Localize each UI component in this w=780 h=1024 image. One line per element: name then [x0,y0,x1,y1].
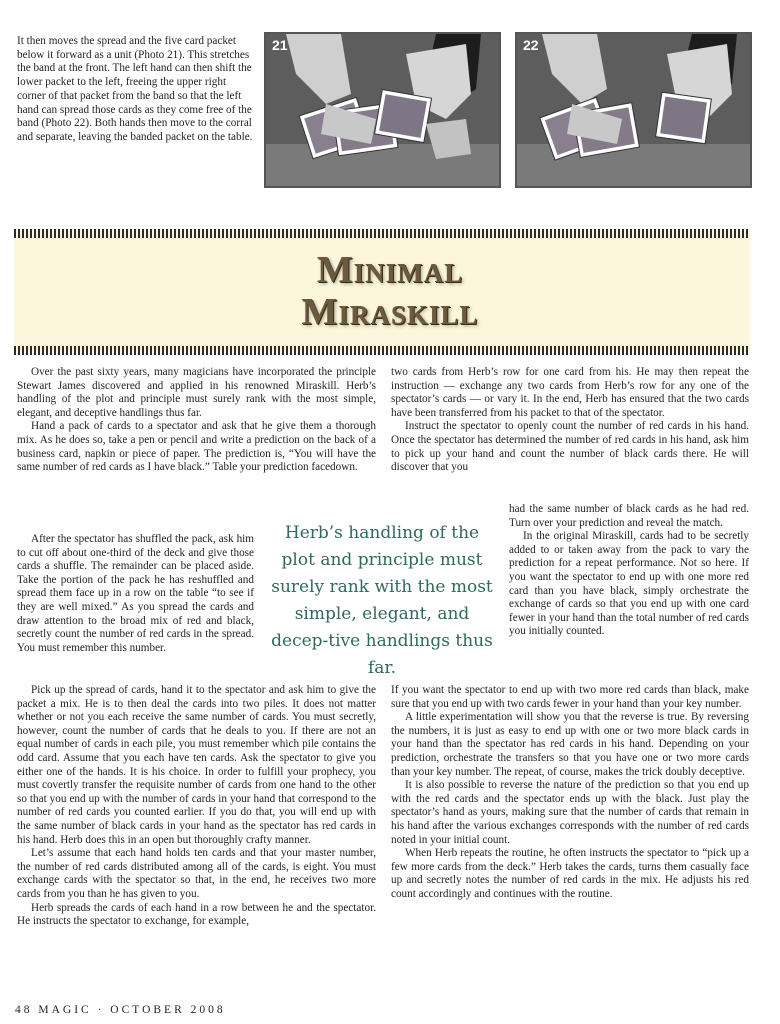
body-paragraph: After the spectator has shuffled the pack, ask him to cut off about one-third of the deck and give those cards a shuffle. The remainder can be placed aside. Take the portion of the pack he has reshuffled and spread them face up in a row on the table “to see if they are well mixed.” As you spread the cards and draw attention to the broad mix of red and black, secretly count the number of red cards in the spread. You must remember this number. [17,533,254,654]
body-paragraph: Pick up the spread of cards, hand it to the spectator and ask him to give the packet a mix. He is to then deal the cards into two piles. It does not matter whether or not you each receive the same number of cards. You must secretly, however, count the number of cards that he deals to you. If there are not an equal number of cards in each pile, you must remember which pile contains the odd card. Assume that you each have ten cards. Ask the spectator to give you either one of the hands. It is his choice. In order to fulfill your prophecy, you must covertly transfer the requisite number of cards from one hand to the other so that you end up with the number of cards in your hand that correspond to the number of red cards you counted earlier. If you do that, you will end up with the same number of black cards in your hand as the spectator has red cards in his hand. Herb does this in an open but thoroughly crafty manner. [17,684,376,846]
page-folio: 48 MAGIC · OCTOBER 2008 [15,1004,226,1016]
article-title-line-2: Miraskill [301,291,479,333]
body-paragraph: had the same number of black cards as he had red. Turn over your prediction and reveal the match. [509,503,749,529]
body-paragraph: When Herb repeats the routine, he often instructs the spectator to “pick up a few more cards from the deck.” Herb takes the cards, turns them casually face up and secretly notes the number of red cards in the mix. He adjusts his red count accordingly and continues with the routine. [391,847,749,900]
left-column-bottom [17,684,376,929]
right-column-narrow [509,503,749,639]
body-paragraph: It is also possible to reverse the nature of the prediction so that you end up with the red cards and the spectator ends up with the black. Just play the spectator’s hand as yours, making sure that the number of cards that remain in his hand after the various exchanges corresponds with the number of red cards noted in your initial count. [391,779,749,846]
right-column-bottom [391,684,749,902]
photo-number: 21 [272,37,288,53]
photo-21 [264,32,501,188]
hands-with-cards-image [266,34,499,186]
title-rule-bottom [14,346,750,355]
body-paragraph: Let’s assume that each hand holds ten cards and that your master number, the number of red cards distributed among all of the cards, is eight. You must exchange cards with the spectator so that, in the end, he receives two more cards from you than he has given to you. [17,847,376,900]
article-title-line-1: Minimal [316,249,464,291]
hands-with-cards-image [517,34,750,186]
photo-22 [515,32,752,188]
left-column-top [17,366,376,475]
body-paragraph: Hand a pack of cards to a spectator and ask that he give them a thorough mix. As he does so, take a pen or pencil and write a prediction on the back of a business card, napkin or piece of paper. The prediction is, “You will have the same number of red cards as I have black.” Table your prediction facedown. [17,420,376,474]
body-paragraph: If you want the spectator to end up with two more red cards than black, make sure that you end up with two cards fewer in your hand than your key number. [391,684,749,710]
body-paragraph: In the original Miraskill, cards had to be secretly added to or taken away from the pack to vary the prediction for a repeat performance. Not so here. If you want the spectator to end up with one more red card than you have black, simply orchestrate the exchange of cards so that you end up with one card fewer in your hand than the total number of red cards you initially counted. [509,530,749,638]
intro-paragraph: It then moves the spread and the five card packet below it forward as a unit (Photo 21). This stretches the band at the front. The left hand can then shift the lower packet to the left, freeing the upper right corner of that packet from the band so that the left hand can spread those cards as they come free of the band (Photo 22). Both hands then move to the corral and separate, leaving the banded packet on the table. [17,35,253,143]
right-column-top [391,366,749,475]
body-paragraph: Herb spreads the cards of each hand in a row between he and the spectator. He instructs the spectator to exchange, for example, [17,901,376,928]
body-paragraph: Instruct the spectator to openly count the number of red cards in his hand. Once the spectator has determined the number of red cards in his hand, ask him to pick up your hand and count the number of black cards there. He will discover that you [391,420,749,474]
left-column-narrow [17,533,254,655]
body-paragraph: two cards from Herb’s row for one card from his. He may then repeat the instruction — exchange any two cards from Herb’s row for any one of the spectator’s cards — or vary it. In the end, Herb has ensured that the two cards have been transferred from his packet to that of the spectator. [391,366,749,419]
pull-quote: Herb’s handling of the plot and principle must surely rank with the most simple, elegant, and decep-tive handlings thus far. [271,523,493,678]
body-paragraph: A little experimentation will show you that the reverse is true. By reversing the numbers, it is just as easy to end up with one or two more black cards in your hand than the spectator has red cards in his hand. Depending on your prediction, orchestrate the transfers so that you have one or two more cards than your key number. The repeat, of course, makes the trick doubly deceptive. [391,711,749,778]
photo-number: 22 [523,37,539,53]
title-rule-top [14,229,750,238]
body-paragraph: Over the past sixty years, many magicians have incorporated the principle Stewart James discovered and applied in his renowned Miraskill. Herb’s handling of the plot and principle must surely rank with the most simple, elegant, and deceptive handlings thus far. [17,366,376,419]
